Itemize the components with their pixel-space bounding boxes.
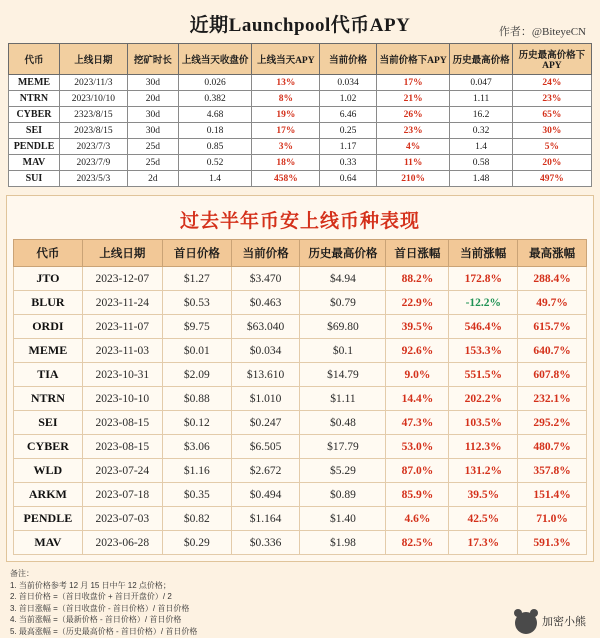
listing-date: 2023/10/10 [59,91,127,107]
max-change: 295.2% [518,411,587,435]
first-day-price: $0.53 [162,291,231,315]
max-change: 232.1% [518,387,587,411]
col-header-ath-price: 历史最高价格 [450,44,512,75]
listing-date: 2023-06-28 [82,531,162,555]
mining-duration: 30d [127,75,178,91]
mining-duration: 25d [127,155,178,171]
table-row [14,387,587,411]
current-change: 551.5% [449,363,518,387]
token-symbol: SUI [9,171,60,187]
listing-date: 2023-07-03 [82,507,162,531]
current-change: 112.3% [449,435,518,459]
current-price: $0.494 [231,483,300,507]
ath-apy: 23% [512,91,591,107]
footnote-line: 4. 当前涨幅 =（最新价格 - 首日价格）/ 首日价格 [10,615,182,625]
current-price: $63.040 [231,315,300,339]
current-price: 0.034 [320,75,377,91]
token-symbol: PENDLE [9,139,60,155]
table-header-row [14,240,587,267]
col-header-token: 代币 [9,44,60,75]
first-day-change: 9.0% [386,363,449,387]
listing-date: 2023/11/3 [59,75,127,91]
listing-date: 2023-07-24 [82,459,162,483]
ath-price: 1.48 [450,171,512,187]
max-change: 71.0% [518,507,587,531]
ath-price: $1.11 [300,387,386,411]
col-header-launch-apy: 上线当天APY [252,44,320,75]
max-change: 591.3% [518,531,587,555]
first-day-change: 82.5% [386,531,449,555]
first-day-change: 14.4% [386,387,449,411]
first-day-change: 85.9% [386,483,449,507]
first-day-price: $2.09 [162,363,231,387]
brand-label: 加密小熊 [542,615,586,628]
launch-close-price: 1.4 [178,171,252,187]
first-day-change: 39.5% [386,315,449,339]
launchpool-panel [0,0,600,189]
token-symbol: MEME [14,339,83,363]
launch-apy: 8% [252,91,320,107]
col-header-max-change: 最高涨幅 [518,240,587,267]
current-price: $0.034 [231,339,300,363]
col-header-listing-date: 上线日期 [82,240,162,267]
table-row [14,435,587,459]
current-change: 153.3% [449,339,518,363]
first-day-price: $3.06 [162,435,231,459]
listing-date: 2023-10-31 [82,363,162,387]
table-row [9,123,592,139]
listing-date: 2023-10-10 [82,387,162,411]
col-header-current-price: 当前价格 [320,44,377,75]
first-day-price: $0.12 [162,411,231,435]
col-header-token: 代币 [14,240,83,267]
table-row [14,267,587,291]
token-symbol: PENDLE [14,507,83,531]
launch-close-price: 0.026 [178,75,252,91]
current-apy: 210% [376,171,450,187]
current-price: 0.33 [320,155,377,171]
footnote-line: 1. 当前价格参考 12 月 15 日中午 12 点价格； [10,580,171,590]
brand-watermark [515,612,586,634]
first-day-change: 92.6% [386,339,449,363]
table-row [14,291,587,315]
launch-close-price: 4.68 [178,107,252,123]
token-symbol: NTRN [14,387,83,411]
listing-date: 2023/5/3 [59,171,127,187]
table-row [14,315,587,339]
launch-apy: 19% [252,107,320,123]
launch-apy: 18% [252,155,320,171]
current-change: 172.8% [449,267,518,291]
ath-apy: 497% [512,171,591,187]
footnote-line: 3. 首日涨幅 =（首日收盘价 - 首日价格）/ 首日价格 [10,603,190,613]
footnotes [10,568,594,638]
col-header-current-apy: 当前价格下APY [376,44,450,75]
first-day-change: 88.2% [386,267,449,291]
current-apy: 17% [376,75,450,91]
current-apy: 11% [376,155,450,171]
first-day-price: $1.27 [162,267,231,291]
token-symbol: MEME [9,75,60,91]
listing-date: 2023-11-24 [82,291,162,315]
current-price: $1.164 [231,507,300,531]
first-day-price: $0.01 [162,339,231,363]
first-day-change: 53.0% [386,435,449,459]
current-price: $6.505 [231,435,300,459]
mining-duration: 30d [127,107,178,123]
token-symbol: TIA [14,363,83,387]
current-price: 1.17 [320,139,377,155]
listing-date: 2023/7/9 [59,155,127,171]
section-title: 过去半年币安上线币种表现 [179,211,420,232]
current-change: -12.2% [449,291,518,315]
current-price: $1.010 [231,387,300,411]
bear-avatar-icon [515,612,537,634]
col-header-current-change: 当前涨幅 [449,240,518,267]
token-symbol: ARKM [14,483,83,507]
ath-apy: 30% [512,123,591,139]
listing-date: 2023-07-18 [82,483,162,507]
col-header-launch-close-price: 上线当天收盘价 [178,44,252,75]
max-change: 288.4% [518,267,587,291]
first-day-price: $1.16 [162,459,231,483]
table-row [14,411,587,435]
mining-duration: 20d [127,91,178,107]
listing-date: 2323/8/15 [59,107,127,123]
table-row [9,139,592,155]
first-day-price: $0.35 [162,483,231,507]
ath-price: $1.98 [300,531,386,555]
ath-price: 16.2 [450,107,512,123]
table-row [9,171,592,187]
ath-apy: 24% [512,75,591,91]
current-change: 17.3% [449,531,518,555]
table-row [14,531,587,555]
ath-price: $5.29 [300,459,386,483]
current-price: $0.336 [231,531,300,555]
ath-price: $0.79 [300,291,386,315]
ath-price: $17.79 [300,435,386,459]
ath-price: $69.80 [300,315,386,339]
table-header-row [9,44,592,75]
launch-apy: 17% [252,123,320,139]
ath-apy: 20% [512,155,591,171]
current-change: 131.2% [449,459,518,483]
footnote-line: 5. 最高涨幅 =（历史最高价格 - 首日价格）/ 首日价格 [10,626,198,636]
mining-duration: 2d [127,171,178,187]
listing-date: 2023/8/15 [59,123,127,139]
current-price: 1.02 [320,91,377,107]
launch-close-price: 0.85 [178,139,252,155]
col-header-first-day-change: 首日涨幅 [386,240,449,267]
table-row [14,507,587,531]
token-symbol: CYBER [9,107,60,123]
launchpool-table [8,43,592,187]
ath-price: 1.11 [450,91,512,107]
mining-duration: 25d [127,139,178,155]
ath-price: $0.1 [300,339,386,363]
byline: 作者：@BiteyeCN [498,26,586,38]
ath-price: 1.4 [450,139,512,155]
token-symbol: WLD [14,459,83,483]
current-price: 0.25 [320,123,377,139]
token-symbol: MAV [14,531,83,555]
current-apy: 4% [376,139,450,155]
col-header-ath-apy: 历史最高价格下APY [512,44,591,75]
current-price: 6.46 [320,107,377,123]
ath-price: $4.94 [300,267,386,291]
ath-price: $1.40 [300,507,386,531]
listings-table [13,239,587,555]
ath-apy: 5% [512,139,591,155]
table-row [14,459,587,483]
launch-close-price: 0.18 [178,123,252,139]
launch-close-price: 0.52 [178,155,252,171]
page-title: 近期Launchpool代币APY [189,15,411,36]
first-day-price: $9.75 [162,315,231,339]
footnote-line: 备注： [10,569,34,578]
max-change: 640.7% [518,339,587,363]
listing-date: 2023-12-07 [82,267,162,291]
first-day-price: $0.82 [162,507,231,531]
first-day-change: 47.3% [386,411,449,435]
token-symbol: JTO [14,267,83,291]
ath-price: 0.58 [450,155,512,171]
listing-date: 2023/7/3 [59,139,127,155]
max-change: 615.7% [518,315,587,339]
ath-price: $0.89 [300,483,386,507]
first-day-price: $0.29 [162,531,231,555]
token-symbol: SEI [14,411,83,435]
ath-price: $0.48 [300,411,386,435]
col-header-first-day-price: 首日价格 [162,240,231,267]
current-price: $0.247 [231,411,300,435]
token-symbol: BLUR [14,291,83,315]
table-row [9,75,592,91]
current-change: 202.2% [449,387,518,411]
token-symbol: ORDI [14,315,83,339]
max-change: 480.7% [518,435,587,459]
current-price: $2.672 [231,459,300,483]
max-change: 151.4% [518,483,587,507]
current-apy: 26% [376,107,450,123]
table-row [14,339,587,363]
col-header-current-price: 当前价格 [231,240,300,267]
token-symbol: SEI [9,123,60,139]
table-row [14,363,587,387]
token-symbol: NTRN [9,91,60,107]
table-row [14,483,587,507]
first-day-change: 87.0% [386,459,449,483]
launch-apy: 13% [252,75,320,91]
current-price: $0.463 [231,291,300,315]
max-change: 49.7% [518,291,587,315]
launch-close-price: 0.382 [178,91,252,107]
footnote-line: 2. 首日价格 =（首日收盘价 + 首日开盘价）/ 2 [10,592,172,602]
current-change: 39.5% [449,483,518,507]
first-day-change: 22.9% [386,291,449,315]
binance-listings-panel [6,195,594,562]
current-apy: 23% [376,123,450,139]
current-price: $13.610 [231,363,300,387]
current-change: 546.4% [449,315,518,339]
ath-price: $14.79 [300,363,386,387]
ath-apy: 65% [512,107,591,123]
table-row [9,107,592,123]
max-change: 357.8% [518,459,587,483]
col-header-listing-date: 上线日期 [59,44,127,75]
listing-date: 2023-11-07 [82,315,162,339]
col-header-mining-duration: 挖矿时长 [127,44,178,75]
current-apy: 21% [376,91,450,107]
token-symbol: CYBER [14,435,83,459]
listing-date: 2023-11-03 [82,339,162,363]
current-price: $3.470 [231,267,300,291]
ath-price: 0.047 [450,75,512,91]
first-day-price: $0.88 [162,387,231,411]
launch-apy: 458% [252,171,320,187]
listing-date: 2023-08-15 [82,411,162,435]
current-price: 0.64 [320,171,377,187]
first-day-change: 4.6% [386,507,449,531]
max-change: 607.8% [518,363,587,387]
table-row [9,91,592,107]
mining-duration: 30d [127,123,178,139]
token-symbol: MAV [9,155,60,171]
table-row [9,155,592,171]
ath-price: 0.32 [450,123,512,139]
listing-date: 2023-08-15 [82,435,162,459]
current-change: 103.5% [449,411,518,435]
current-change: 42.5% [449,507,518,531]
launch-apy: 3% [252,139,320,155]
col-header-ath-price: 历史最高价格 [300,240,386,267]
